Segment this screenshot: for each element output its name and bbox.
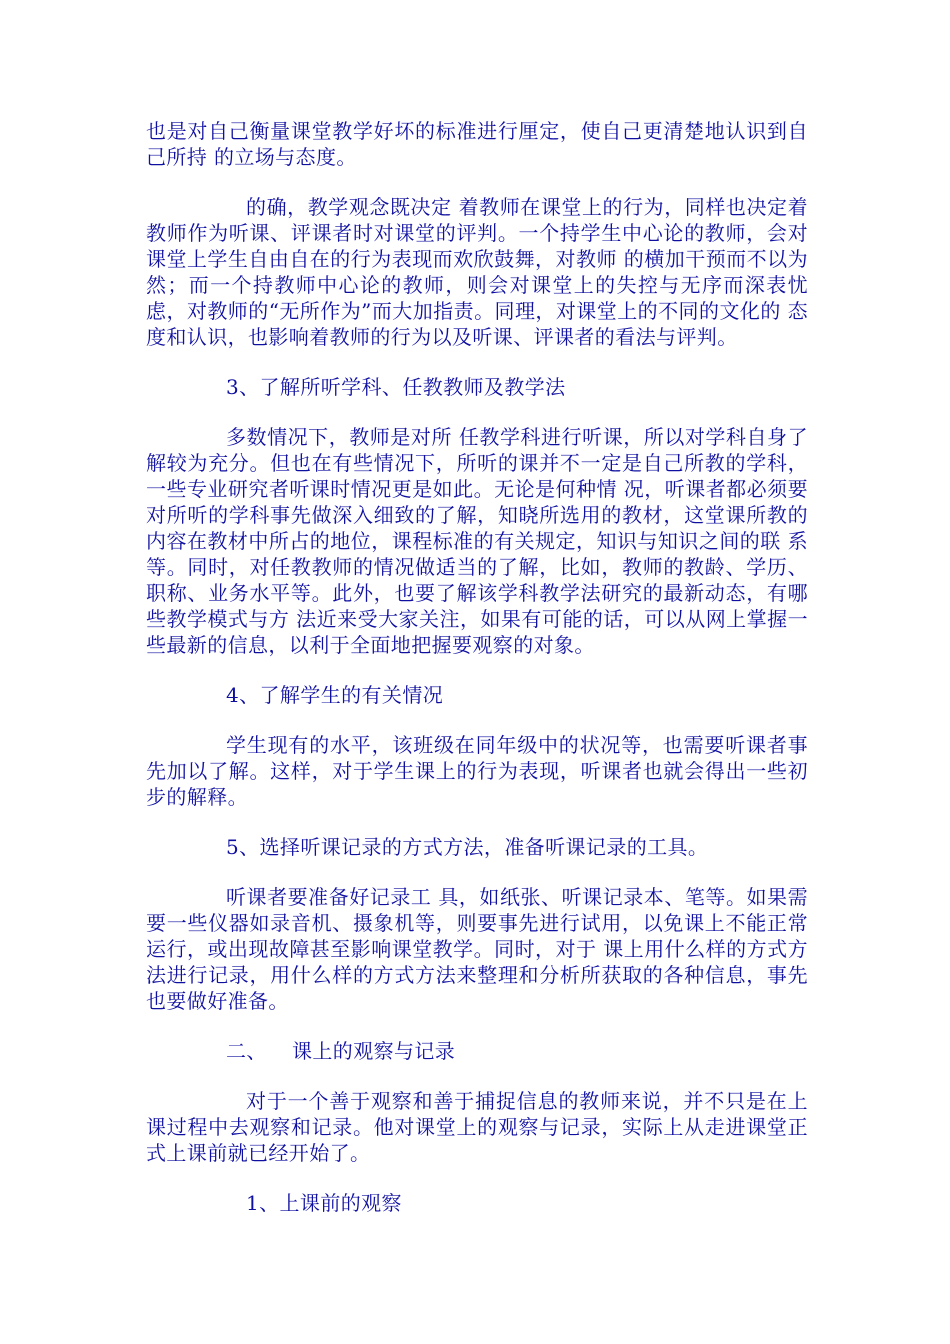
heading-understand-students: 4、了解学生的有关情况 — [226, 683, 444, 707]
paragraph-continuation: 也是对自己衡量课堂教学好坏的标准进行厘定，使自己更清楚地认识到自己所持 的立场与态度。 — [146, 119, 808, 169]
section-number: 二、 — [226, 1039, 267, 1063]
paragraph-observation-intro: 对于一个善于观察和善于捕捉信息的教师来说，并不只是在上课过程中去观察和记录。他对课堂上的观察与记录，实际上从走进课堂正式上课前就已经开始了。 — [146, 1089, 808, 1165]
spacer — [146, 1166, 808, 1190]
spacer — [146, 810, 808, 834]
section-title: 课上的观察与记录 — [292, 1039, 456, 1063]
paragraph-teaching-concept: 的确，教学观念既决定 着教师在课堂上的行为，同样也决定着教师作为听课、评课者时对课堂的评判。一个持学生中心论的教师，会对课堂上学生自由自在的行为表现而欢欣鼓舞，对教师 的横加干预而不以为然；而一个持教师中心论的教师，则会对课堂上的失控与无序而深表忧虑，对教师的“无所作为”而大加指责。同理，对课堂上的不同的文化的 态度和认识，也影响着教师的行为以及听课、评课者的看法与评判。 — [146, 195, 808, 349]
section-heading-observation — [146, 1038, 808, 1064]
paragraph-understand-students: 学生现有的水平，该班级在同年级中的状况等，也需要听课者事先加以了解。这样，对于学生课上的行为表现，听课者也就会得出一些初步的解释。 — [146, 733, 808, 809]
spacer — [146, 170, 808, 194]
spacer — [146, 860, 808, 884]
spacer — [146, 1014, 808, 1038]
paragraph-understand-subject: 多数情况下，教师是对所 任教学科进行听课，所以对学科自身了解较为充分。但也在有些情况下，所听的课并不一定是自己所教的学科，一些专业研究者听课时情况更是如此。无论是何种情 况，听课者都必须要对所听的学科事先做深入细致的了解，知晓所选用的教材，这堂课所教的内容在教材中所占的地位，课程标准的有关规定，知识与知识之间的联 系等。同时，对任教教师的情况做适当的了解，比如，教师的教龄、学历、职称、业务水平等。此外，也要了解该学科教学法研究的最新动态，有哪些教学模式与方 法近来受大家关注，如果有可能的话，可以从网上掌握一些最新的信息，以利于全面地把握要观察的对象。 — [146, 425, 808, 657]
spacer — [146, 708, 808, 732]
spacer — [146, 1064, 808, 1088]
spacer — [146, 658, 808, 682]
heading-understand-subject: 3、了解所听学科、任教教师及教学法 — [226, 375, 566, 399]
spacer — [146, 400, 808, 424]
subheading-before-class: 1、上课前的观察 — [246, 1191, 402, 1215]
document-page — [146, 118, 808, 1216]
spacer — [146, 350, 808, 374]
paragraph-recording-method: 听课者要准备好记录工 具，如纸张、听课记录本、笔等。如果需要一些仪器如录音机、摄象机等，则要事先进行试用，以免课上不能正常运行，或出现故障甚至影响课堂教学。同时，对于 课上用什么样的方式方法进行记录，用什么样的方式方法来整理和分析所获取的各种信息，事先也要做好准备。 — [146, 885, 808, 1013]
heading-recording-method: 5、选择听课记录的方式方法，准备听课记录的工具。 — [226, 835, 709, 859]
